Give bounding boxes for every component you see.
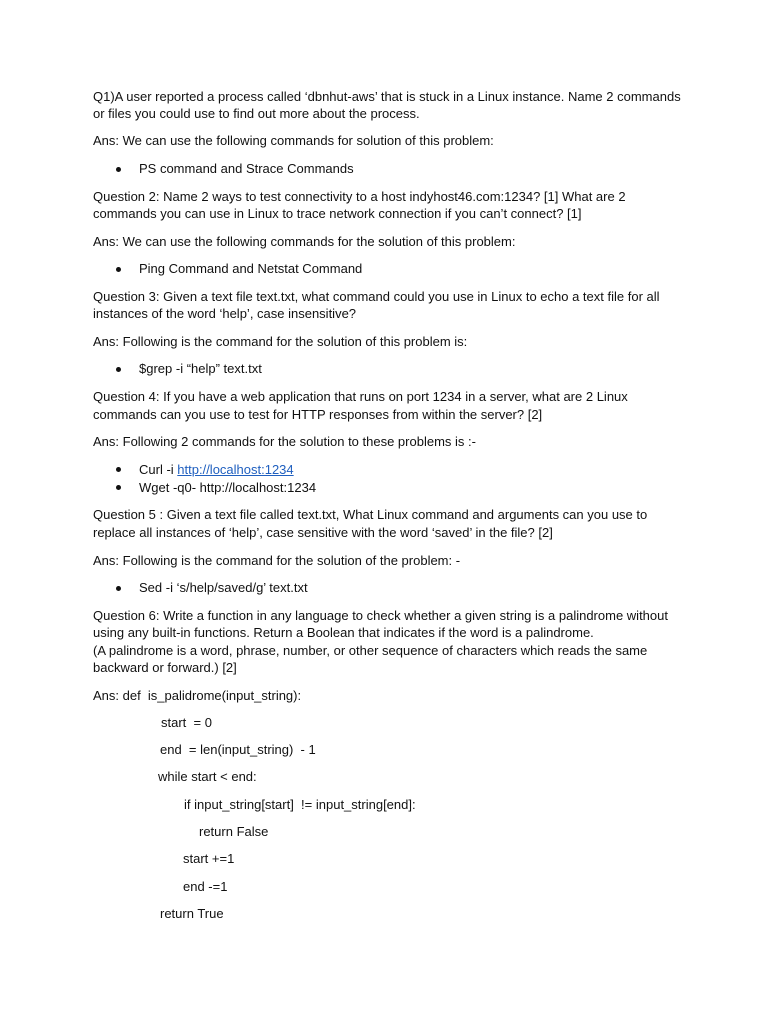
answer-1: Ans: We can use the following commands for solution of this problem: bbox=[93, 133, 494, 148]
answer-6: Ans: def is_palidrome(input_string): bbox=[93, 688, 302, 703]
code-line-2: end = len(input_string) - 1 bbox=[160, 742, 316, 757]
curl-command: Curl -i bbox=[139, 462, 178, 477]
question-2-line-2: commands you can use in Linux to trace network connection if you can’t connect? [1] bbox=[93, 206, 582, 221]
question-5-line-1: Question 5 : Given a text file called text.txt, What Linux command and arguments can you use to bbox=[93, 507, 648, 522]
question-3-line-2: instances of the word ‘help’, case insensitive? bbox=[93, 306, 357, 321]
question-6-line-2: using any built-in functions. Return a Boolean that indicates if the word is a palindrome. bbox=[93, 625, 594, 640]
code-line-7: end -=1 bbox=[183, 879, 228, 894]
answer-3-bullet: $grep -i “help” text.txt bbox=[139, 361, 262, 376]
code-line-8: return True bbox=[160, 906, 224, 921]
answer-2: Ans: We can use the following commands for the solution of this problem: bbox=[93, 234, 516, 249]
bullet-icon bbox=[116, 267, 121, 272]
bullet-icon bbox=[116, 586, 121, 591]
bullet-icon bbox=[116, 367, 121, 372]
question-1-line-1: Q1)A user reported a process called ‘dbnhut-aws’ that is stuck in a Linux instance. Name 2 commands bbox=[93, 89, 681, 104]
answer-4: Ans: Following 2 commands for the solution to these problems is :- bbox=[93, 434, 476, 449]
answer-5: Ans: Following is the command for the solution of the problem: - bbox=[93, 553, 461, 568]
question-3-line-1: Question 3: Given a text file text.txt, what command could you use in Linux to echo a text file for all bbox=[93, 289, 660, 304]
answer-4-bullet-1 bbox=[139, 461, 294, 479]
localhost-link[interactable]: http://localhost:1234 bbox=[177, 462, 294, 477]
question-4-line-2: commands can you use to test for HTTP responses from within the server? [2] bbox=[93, 407, 543, 422]
question-6-line-1: Question 6: Write a function in any language to check whether a given string is a palindrome without bbox=[93, 608, 668, 623]
question-4-line-1: Question 4: If you have a web application that runs on port 1234 in a server, what are 2 Linux bbox=[93, 389, 628, 404]
answer-5-bullet: Sed -i ‘s/help/saved/g’ text.txt bbox=[139, 580, 308, 595]
question-6-line-4: backward or forward.) [2] bbox=[93, 660, 237, 675]
question-5-line-2: replace all instances of ‘help’, case sensitive with the word ‘saved’ in the file? [2] bbox=[93, 525, 553, 540]
question-6-line-3: (A palindrome is a word, phrase, number, or other sequence of characters which reads the same bbox=[93, 643, 648, 658]
bullet-icon bbox=[116, 467, 121, 472]
answer-3: Ans: Following is the command for the solution of this problem is: bbox=[93, 334, 468, 349]
bullet-icon bbox=[116, 167, 121, 172]
answer-1-bullet: PS command and Strace Commands bbox=[139, 161, 354, 176]
code-line-3: while start < end: bbox=[158, 769, 257, 784]
code-line-4: if input_string[start] != input_string[end]: bbox=[184, 797, 416, 812]
code-line-5: return False bbox=[199, 824, 269, 839]
answer-4-bullet-2: Wget -q0- http://localhost:1234 bbox=[139, 480, 317, 495]
bullet-icon bbox=[116, 485, 121, 490]
answer-2-bullet: Ping Command and Netstat Command bbox=[139, 261, 363, 276]
code-line-6: start +=1 bbox=[183, 851, 235, 866]
question-1-line-2: or files you could use to find out more about the process. bbox=[93, 106, 420, 121]
question-2-line-1: Question 2: Name 2 ways to test connectivity to a host indyhost46.com:1234? [1] What are 2 bbox=[93, 189, 626, 204]
code-line-1: start = 0 bbox=[161, 715, 212, 730]
